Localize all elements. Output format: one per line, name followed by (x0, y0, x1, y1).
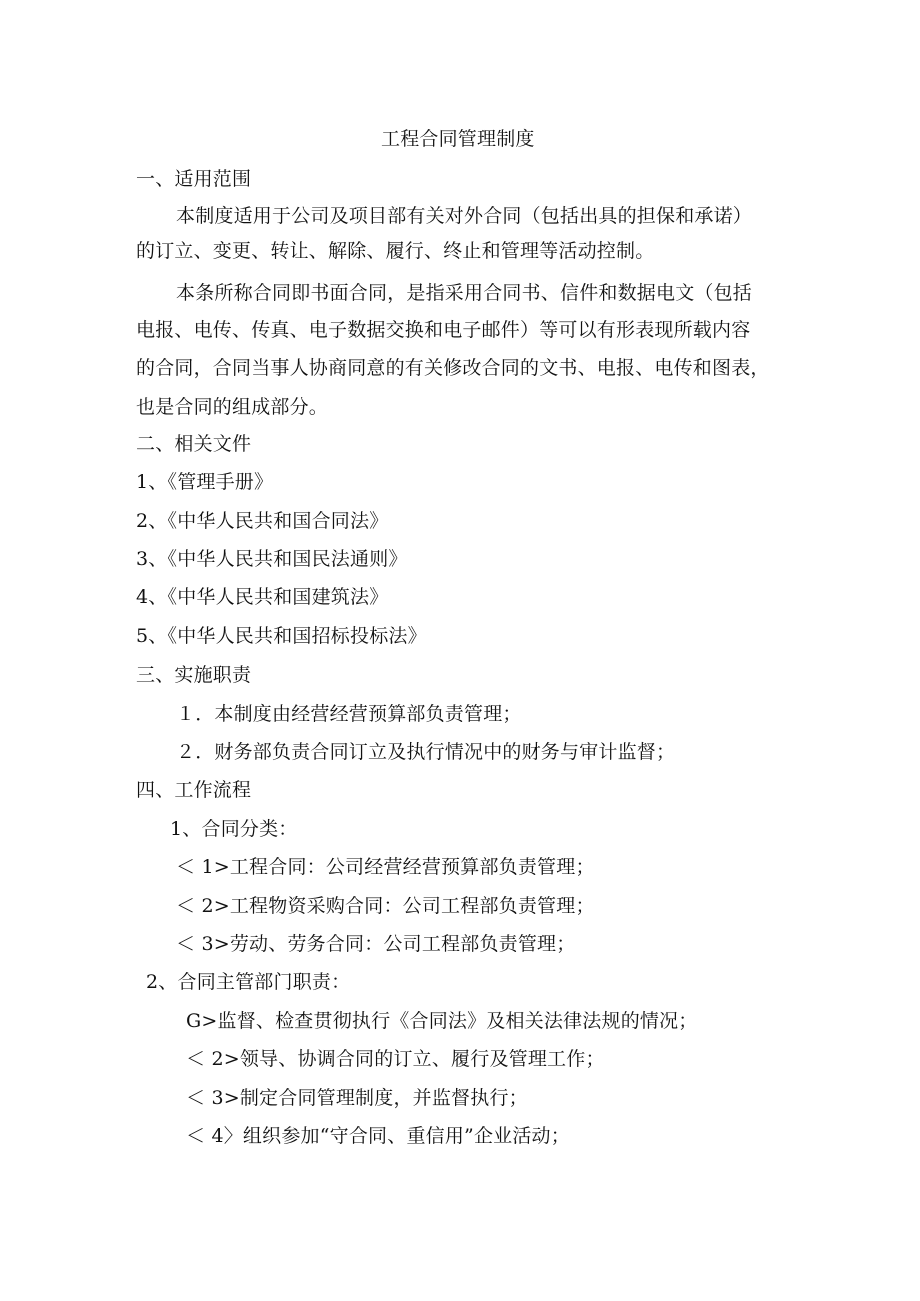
list-item: 5、《中华人民共和国招标投标法》 (136, 625, 427, 647)
list-item: 3、《中华人民共和国民法通则》 (136, 548, 408, 570)
list-item: ＜ 2>工程物资采购合同：公司工程部负责管理； (176, 895, 595, 917)
paragraph-line: 也是合同的组成部分。 (136, 396, 329, 418)
list-item: １．本制度由经营经营预算部负责管理； (176, 703, 522, 725)
section-heading-scope: 一、适用范围 (136, 168, 252, 190)
section-heading-related-documents: 二、相关文件 (136, 433, 252, 455)
list-item: ＜ 3>劳动、劳务合同：公司工程部负责管理； (176, 933, 576, 955)
section-heading-workflow: 四、工作流程 (136, 779, 252, 801)
paragraph-line: 本条所称合同即书面合同，是指采用合同书、信件和数据电文（包括 (176, 282, 753, 304)
list-item: 1、《管理手册》 (136, 471, 274, 493)
paragraph-line: 的订立、变更、转让、解除、履行、终止和管理等活动控制。 (136, 240, 655, 262)
list-item: ＜ 4〉组织参加“守合同、重信用”企业活动； (186, 1125, 570, 1147)
paragraph-line: 电报、电传、传真、电子数据交换和电子邮件）等可以有形表现所载内容 (136, 319, 751, 341)
paragraph-line: 的合同，合同当事人协商同意的有关修改合同的文书、电报、电传和图表， (136, 357, 770, 379)
subsection-heading: 1、合同分类： (170, 818, 298, 840)
list-item: G>监督、检查贯彻执行《合同法》及相关法律法规的情况； (186, 1010, 698, 1032)
list-item: 4、《中华人民共和国建筑法》 (136, 586, 389, 608)
paragraph-line: 本制度适用于公司及项目部有关对外合同（包括出具的担保和承诺） (176, 205, 753, 227)
section-heading-responsibilities: 三、实施职责 (136, 664, 252, 686)
list-item: ＜ 3>制定合同管理制度，并监督执行； (186, 1087, 528, 1109)
list-item: ＜ 2>领导、协调合同的订立、履行及管理工作； (186, 1048, 605, 1070)
list-item: ＜ 1>工程合同：公司经营经营预算部负责管理； (176, 856, 595, 878)
list-item: ２．财务部负责合同订立及执行情况中的财务与审计监督； (176, 741, 676, 763)
document-title: 工程合同管理制度 (381, 128, 535, 150)
list-item: 2、《中华人民共和国合同法》 (136, 510, 389, 532)
subsection-heading: 2、合同主管部门职责： (146, 971, 351, 993)
